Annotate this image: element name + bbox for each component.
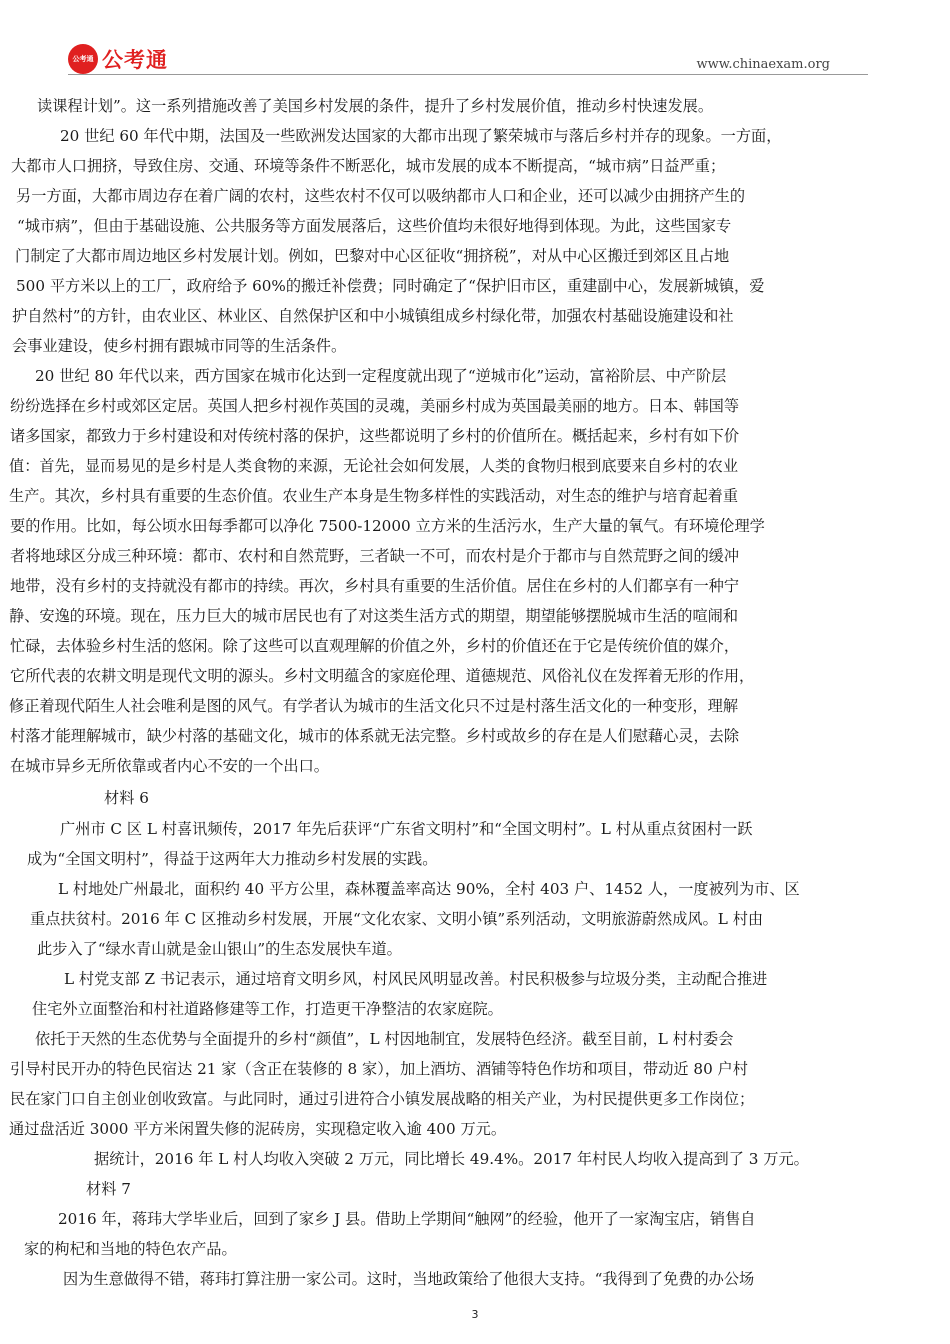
text-line: 者将地球区分成三种环境：都市、农村和自然荒野，三者缺一不可，而农村是介于都市与自然荒野之间的缓冲 xyxy=(10,547,739,565)
text-line: 诸多国家，都致力于乡村建设和对传统村落的保护，这些都说明了乡村的价值所在。概括起来，乡村有如下价 xyxy=(10,427,739,445)
text-line: 引导村民开办的特色民宿达 21 家（含正在装修的 8 家），加上酒坊、酒铺等特色作坊和项目，带动近 80 户村 xyxy=(10,1060,748,1078)
text-line: 它所代表的农耕文明是现代文明的源头。乡村文明蕴含的家庭伦理、道德规范、风俗礼仪在发挥着无形的作用， xyxy=(10,667,755,685)
text-line: L 村地处广州最北，面积约 40 平方公里，森林覆盖率高达 90%，全村 403 户、1452 人，一度被列为市、区 xyxy=(58,880,800,898)
text-line: 门制定了大都市周边地区乡村发展计划。例如，巴黎对中心区征收“拥挤税”，对从中心区搬迁到郊区且占地 xyxy=(15,247,730,265)
text-line: 修正着现代陌生人社会唯利是图的风气。有学者认为城市的生活文化只不过是村落生活文化的一种变形，理解 xyxy=(9,697,738,715)
text-line: 通过盘活近 3000 平方米闲置失修的泥砖房，实现稳定收入逾 400 万元。 xyxy=(9,1120,507,1138)
text-line: 纷纷选择在乡村或郊区定居。英国人把乡村视作英国的灵魂，美丽乡村成为英国最美丽的地方。日本、韩国等 xyxy=(10,397,739,415)
text-line: 20 世纪 80 年代以来，西方国家在城市化达到一定程度就出现了“逆城市化”运动，富裕阶层、中产阶层 xyxy=(35,367,727,385)
text-line: 另一方面，大都市周边存在着广阔的农村，这些农村不仅可以吸纳都市人口和企业，还可以减少由拥挤产生的 xyxy=(16,187,745,205)
section-heading: 材料 7 xyxy=(86,1180,131,1198)
text-line: 2016 年，蒋玮大学毕业后，回到了家乡 J 县。借助上学期间“触网”的经验，他开了一家淘宝店，销售自 xyxy=(58,1210,756,1228)
site-url: www.chinaexam.org xyxy=(696,57,830,72)
text-line: 村落才能理解城市，缺少村落的基础文化，城市的体系就无法完整。乡村或故乡的存在是人们慰藉心灵，去除 xyxy=(10,727,739,745)
section-heading: 材料 6 xyxy=(104,789,149,807)
text-line: 家的枸杞和当地的特色农产品。 xyxy=(24,1240,237,1258)
text-line: 据统计，2016 年 L 村人均收入突破 2 万元，同比增长 49.4%。2017 年村民人均收入提高到了 3 万元。 xyxy=(94,1150,809,1168)
text-line: 重点扶贫村。2016 年 C 区推动乡村发展，开展“文化农家、文明小镇”系列活动，文明旅游蔚然成风。L 村由 xyxy=(30,910,764,928)
text-line: 护自然村”的方针，由农业区、林业区、自然保护区和中小城镇组成乡村绿化带，加强农村基础设施建设和社 xyxy=(12,307,734,325)
text-line: 依托于天然的生态优势与全面提升的乡村“颜值”，L 村因地制宜，发展特色经济。截至目前，L 村村委会 xyxy=(35,1030,734,1048)
text-line: 会事业建设，使乡村拥有跟城市同等的生活条件。 xyxy=(12,337,347,355)
text-line: 成为“全国文明村”，得益于这两年大力推动乡村发展的实践。 xyxy=(27,850,438,868)
page-header xyxy=(0,0,950,80)
logo-badge-icon: 公考通 xyxy=(68,44,98,74)
page-number: 3 xyxy=(471,1308,479,1321)
text-line: 值：首先，显而易见的是乡村是人类食物的来源，无论社会如何发展，人类的食物归根到底要来自乡村的农业 xyxy=(9,457,738,475)
text-line: 静、安逸的环境。现在，压力巨大的城市居民也有了对这类生活方式的期望，期望能够摆脱城市生活的喧闹和 xyxy=(9,607,738,625)
text-line: 广州市 C 区 L 村喜讯频传，2017 年先后获评“广东省文明村”和“全国文明村”。L 村从重点贫困村一跃 xyxy=(60,820,753,838)
text-line: 此步入了“绿水青山就是金山银山”的生态发展快车道。 xyxy=(37,940,402,958)
text-line: 生产。其次，乡村具有重要的生态价值。农业生产本身是生物多样性的实践活动，对生态的维护与培育起着重 xyxy=(9,487,738,505)
text-line: 忙碌，去体验乡村生活的悠闲。除了这些可以直观理解的价值之外，乡村的价值还在于它是传统价值的媒介， xyxy=(10,637,739,655)
text-line: “城市病”，但由于基础设施、公共服务等方面发展落后，这些价值均未很好地得到体现。为此，这些国家专 xyxy=(17,217,732,235)
logo-text: 公考通 xyxy=(102,48,168,72)
text-line: 在城市异乡无所依靠或者内心不安的一个出口。 xyxy=(10,757,329,775)
header-divider xyxy=(68,74,868,75)
text-line: 民在家门口自主创业创收致富。与此同时，通过引进符合小镇发展战略的相关产业，为村民提供更多工作岗位； xyxy=(10,1090,755,1108)
text-line: 20 世纪 60 年代中期，法国及一些欧洲发达国家的大都市出现了繁荣城市与落后乡村并存的现象。一方面， xyxy=(60,127,782,145)
text-line: 因为生意做得不错，蒋玮打算注册一家公司。这时，当地政策给了他很大支持。“我得到了免费的办公场 xyxy=(63,1270,755,1288)
text-line: 要的作用。比如，每公顷水田每季都可以净化 7500-12000 立方米的生活污水，生产大量的氧气。有环境伦理学 xyxy=(10,517,765,535)
text-line: 住宅外立面整治和村社道路修建等工作，打造更干净整洁的农家庭院。 xyxy=(32,1000,503,1018)
text-line: 地带，没有乡村的支持就没有都市的持续。再次，乡村具有重要的生活价值。居住在乡村的人们都享有一种宁 xyxy=(10,577,739,595)
brand-logo xyxy=(68,44,168,74)
text-line: L 村党支部 Z 书记表示，通过培育文明乡风，村风民风明显改善。村民积极参与垃圾分类，主动配合推进 xyxy=(64,970,768,988)
text-line: 读课程计划”。这一系列措施改善了美国乡村发展的条件，提升了乡村发展价值，推动乡村快速发展。 xyxy=(37,97,714,115)
text-line: 500 平方米以上的工厂，政府给予 60%的搬迁补偿费；同时确定了“保护旧市区，重建副中心，发展新城镇，爱 xyxy=(16,277,765,295)
text-line: 大都市人口拥挤，导致住房、交通、环境等条件不断恶化，城市发展的成本不断提高，“城市病”日益严重； xyxy=(11,157,726,175)
